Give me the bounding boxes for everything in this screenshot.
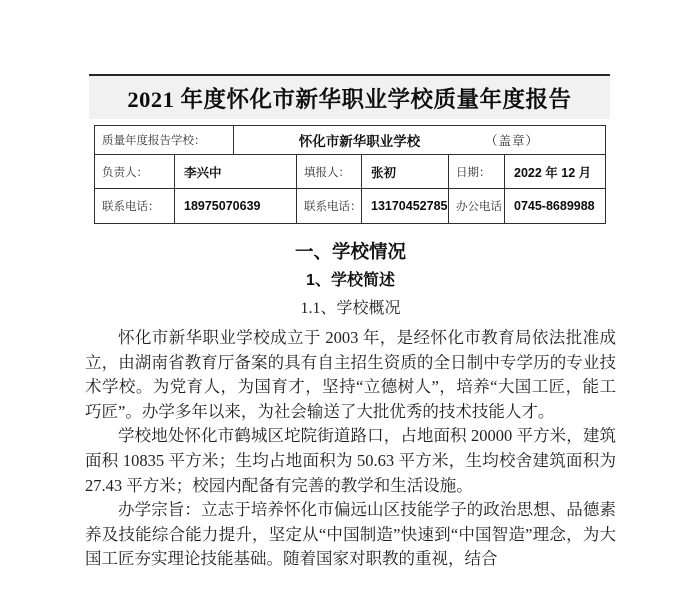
- table-row-persons: [95, 155, 605, 189]
- para-school-intro: 怀化市新华职业学校成立于 2003 年，是经怀化市教育局依法批准成立，由湖南省教育厅备案的具有自主招生资质的全日制中专学历的专业技术学校。为党育人，为国育才，坚持“立德树人”，培养“大国工匠，能工巧匠”。办学多年以来，为社会输送了大批优秀的技术技能人才。: [85, 328, 616, 421]
- filler-label: 填报人：: [297, 155, 362, 188]
- seal-note: （盖章）: [485, 134, 540, 148]
- school-row-label: 质量年度报告学校：: [95, 126, 234, 154]
- school-name-wrap: [234, 130, 605, 150]
- section-heading-1: 一、学校情况: [294, 241, 406, 262]
- office-phone-label: 办公电话: [449, 189, 505, 223]
- leader-phone-value: 18975070639: [175, 189, 297, 223]
- para-campus-facts: 学校地处怀化市鹤城区坨院街道路口，占地面积 20000 平方米，建筑面积 10835 平方米；生均占地面积为 50.63 平方米，生均校舍建筑面积为 27.43 平方米；校园内配备有完善的教学和生活设施。: [85, 426, 616, 495]
- section-heading-3: 1.1、学校概况: [300, 300, 401, 317]
- document-body: [85, 240, 616, 572]
- table-row-phones: [95, 189, 605, 223]
- leader-name: 李兴中: [175, 155, 297, 188]
- report-info-table: [94, 125, 606, 224]
- school-name: 怀化市新华职业学校: [298, 134, 421, 149]
- table-row-school: [95, 126, 605, 155]
- filler-phone-label: 联系电话：: [297, 189, 362, 223]
- report-title-block: [89, 74, 610, 119]
- leader-label: 负责人：: [95, 155, 175, 188]
- school-row-value-cell: [234, 126, 605, 154]
- report-title: 2021 年度怀化市新华职业学校质量年度报告: [127, 86, 572, 112]
- date-label: 日期：: [449, 155, 505, 188]
- office-phone-value: 0745-8689988: [514, 199, 595, 213]
- filler-phone-value: 13170452785: [362, 189, 449, 223]
- para-school-mission: 办学宗旨：立志于培养怀化市偏远山区技能学子的政治思想、品德素养及技能综合能力提升，坚定从“中国制造”快速到“中国智造”理念，为大国工匠夯实理论技能基础。随着国家对职教的重视，结合: [85, 500, 616, 569]
- section-heading-2: 1、学校简述: [306, 272, 395, 289]
- date-value: 2022 年 12 月: [514, 165, 592, 180]
- filler-name: 张初: [362, 155, 449, 188]
- leader-phone-label: 联系电话：: [95, 189, 175, 223]
